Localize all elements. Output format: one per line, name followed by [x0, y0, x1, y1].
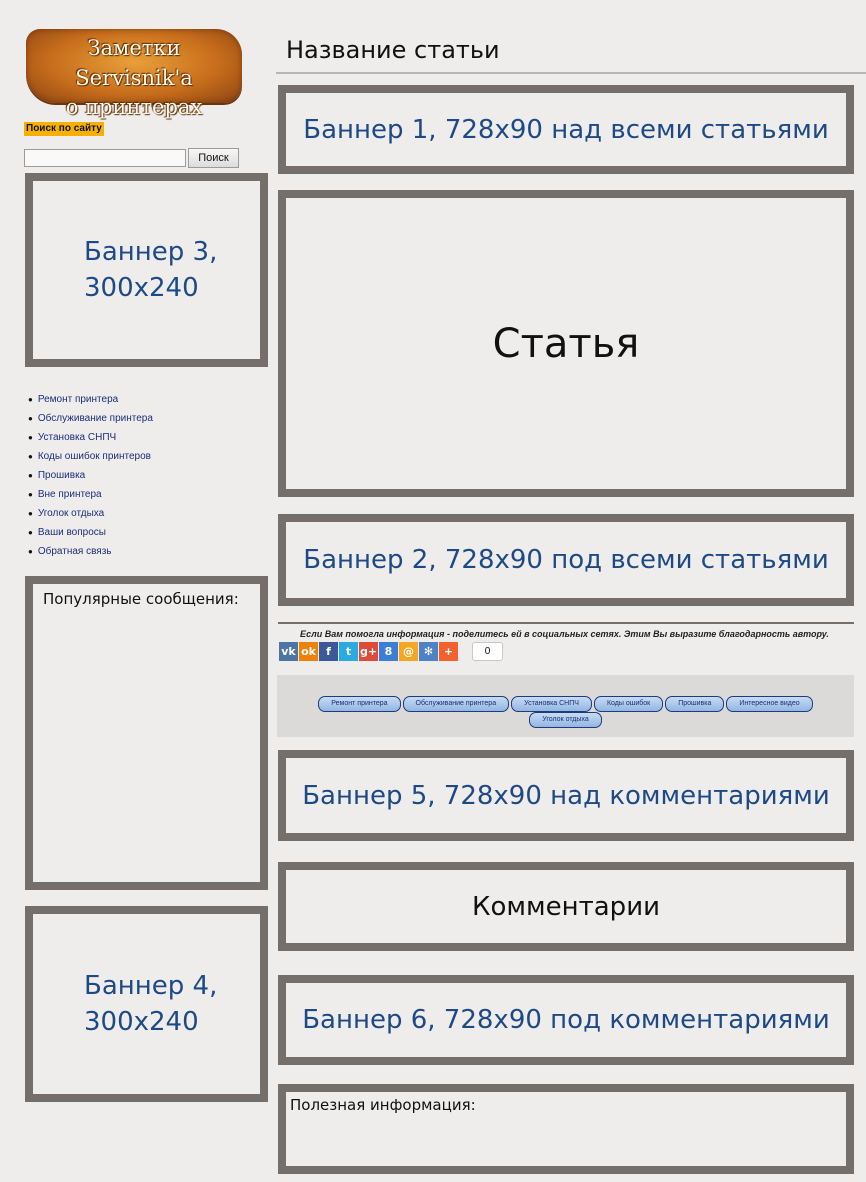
bullet-icon: ● [28, 490, 33, 499]
sidebar-menu-label[interactable]: Установка СНПЧ [37, 432, 117, 443]
sidebar-menu-label[interactable]: Прошивка [37, 470, 86, 481]
bullet-icon: ● [28, 395, 33, 404]
banner-4 [25, 906, 268, 1102]
bullet-icon: ● [28, 414, 33, 423]
category-nav-button[interactable]: Коды ошибок [594, 696, 663, 712]
category-nav-row-2 [277, 712, 854, 728]
category-nav-button[interactable]: Ремонт принтера [318, 696, 400, 712]
sidebar-menu [28, 392, 258, 563]
category-nav-button[interactable]: Уголок отдыха [529, 712, 601, 728]
popular-posts-title: Популярные сообщения: [43, 590, 239, 608]
category-nav-row-1 [277, 696, 854, 712]
sidebar-menu-item[interactable] [28, 525, 258, 544]
sidebar-menu-item[interactable] [28, 449, 258, 468]
more-share-icon[interactable]: + [439, 642, 458, 661]
title-divider [276, 72, 866, 74]
bullet-icon: ● [28, 471, 33, 480]
mail-ru-icon[interactable]: @ [399, 642, 418, 661]
sidebar-menu-item[interactable] [28, 487, 258, 506]
search-input[interactable] [24, 149, 186, 167]
category-nav-button[interactable]: Интересное видео [726, 696, 812, 712]
bullet-icon: ● [28, 452, 33, 461]
bullet-icon: ● [28, 509, 33, 518]
twitter-icon[interactable]: t [339, 642, 358, 661]
useful-info-title: Полезная информация: [290, 1096, 476, 1114]
share-divider [278, 622, 854, 624]
share-prompt: Если Вам помогла информация - поделитесь ей в социальных сетях. Этим Вы выразите благодарность автору. [300, 629, 829, 639]
sidebar-menu-label[interactable]: Уголок отдыха [37, 508, 105, 519]
sidebar-menu-label[interactable]: Вне принтера [37, 489, 102, 500]
article-label: Статья [492, 320, 640, 367]
share-buttons [279, 642, 458, 661]
article-body [278, 190, 854, 497]
google-icon[interactable]: 8 [379, 642, 398, 661]
category-nav-button[interactable]: Установка СНПЧ [511, 696, 592, 712]
facebook-icon[interactable]: f [319, 642, 338, 661]
category-nav-button[interactable]: Прошивка [665, 696, 724, 712]
banner-1 [278, 85, 854, 174]
livejournal-icon[interactable]: ✻ [419, 642, 438, 661]
sidebar-menu-label[interactable]: Ваши вопросы [37, 527, 106, 538]
banner-6-label: Баннер 6, 728х90 под комментариями [302, 1005, 830, 1035]
sidebar-menu-label[interactable]: Обратная связь [37, 546, 112, 557]
category-nav-button[interactable]: Обслуживание принтера [403, 696, 510, 712]
comments-label: Комментарии [472, 891, 660, 922]
sidebar-menu-item[interactable] [28, 506, 258, 525]
site-logo[interactable] [26, 29, 242, 119]
banner-2 [278, 514, 854, 606]
category-nav [277, 675, 854, 737]
sidebar-menu-item[interactable] [28, 468, 258, 487]
sidebar-menu-label[interactable]: Обслуживание принтера [37, 413, 153, 424]
useful-info-box [278, 1084, 854, 1174]
banner-3 [25, 173, 268, 367]
sidebar-menu-label[interactable]: Коды ошибок принтеров [37, 451, 151, 462]
sidebar-menu-item[interactable] [28, 544, 258, 563]
banner-5 [278, 750, 854, 841]
logo-line-2: о принтерах [65, 95, 203, 119]
popular-posts-box [25, 576, 268, 890]
comments-section [278, 862, 854, 951]
google-plus-icon[interactable]: g+ [359, 642, 378, 661]
banner-2-label: Баннер 2, 728х90 под всеми статьями [303, 545, 829, 575]
vk-icon[interactable]: vk [279, 642, 298, 661]
bullet-icon: ● [28, 528, 33, 537]
sidebar-menu-item[interactable] [28, 392, 258, 411]
logo-line-1: Заметки Servisnik'a [75, 36, 193, 90]
odnoklassniki-icon[interactable]: ok [299, 642, 318, 661]
banner-3-label: Баннер 3, 300х240 [84, 237, 218, 303]
share-counter: 0 [472, 642, 503, 661]
sidebar-menu-item[interactable] [28, 430, 258, 449]
sidebar-menu-item[interactable] [28, 411, 258, 430]
article-title: Название статьи [286, 36, 500, 64]
banner-4-label: Баннер 4, 300х240 [84, 971, 218, 1037]
banner-1-label: Баннер 1, 728х90 над всеми статьями [303, 114, 829, 145]
banner-6 [278, 975, 854, 1065]
search-button[interactable]: Поиск [188, 148, 239, 168]
bullet-icon: ● [28, 547, 33, 556]
search-label: Поиск по сайту [26, 123, 102, 134]
sidebar-menu-label[interactable]: Ремонт принтера [37, 394, 119, 405]
banner-5-label: Баннер 5, 728х90 над комментариями [302, 780, 830, 811]
bullet-icon: ● [28, 433, 33, 442]
